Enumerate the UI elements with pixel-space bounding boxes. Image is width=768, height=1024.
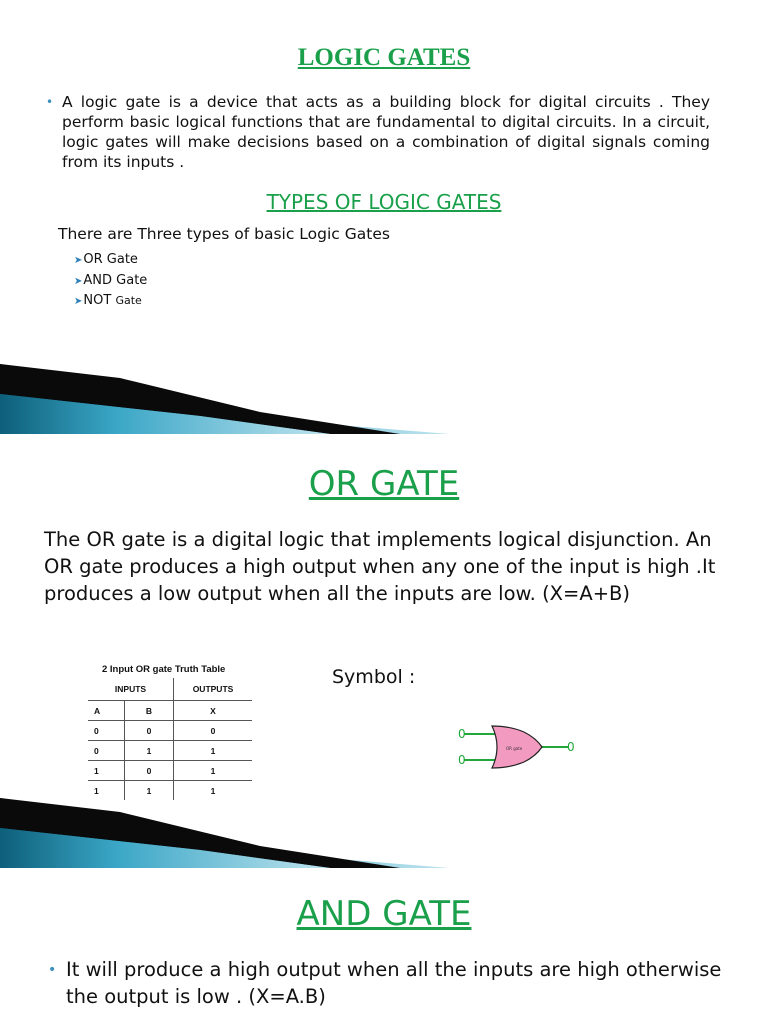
inputs-header: INPUTS <box>88 678 174 701</box>
list-item <box>74 271 147 292</box>
table-cell: 1 <box>88 761 125 781</box>
table-cell: 1 <box>125 741 174 761</box>
decorative-ribbon <box>0 354 768 434</box>
arrow-bullet-icon: ➤ <box>74 275 83 287</box>
bullet-dot-icon: • <box>48 962 57 978</box>
and-bullet <box>48 956 746 1010</box>
slide-title: LOGIC GATES <box>297 44 471 71</box>
and-bullet-text: It will produce a high output when all the inputs are high otherwise the output is low . (X=A.B) <box>66 958 722 1008</box>
list-item <box>74 291 147 312</box>
gate-input-b: 0 <box>458 753 466 767</box>
or-description: The OR gate is a digital logic that implements logical disjunction. An OR gate produces a high output when any one of the input is high .It produces a low output when all the inputs are low. (X=A+B) <box>44 528 716 605</box>
slide-and-gate <box>0 868 768 1024</box>
symbol-label: Symbol : <box>332 666 416 688</box>
table-cell: 0 <box>88 741 125 761</box>
table-cell: 0 <box>174 721 253 741</box>
table-cell: 1 <box>174 781 253 801</box>
table-cell: 1 <box>125 781 174 801</box>
table-header-row <box>88 678 252 701</box>
arrow-bullet-icon: ➤ <box>74 255 83 266</box>
slide-logic-gates <box>0 0 768 434</box>
column-header: X <box>174 701 253 721</box>
type-label-suffix: Gate <box>115 294 142 307</box>
table-row <box>88 701 252 721</box>
intro-bullet-text: A logic gate is a device that acts as a building block for digital circuits . They perform basic logical functions that are fundamental to digital circuits. In a circuit, logic gates will make decisions based on a combination of digital signals coming from its inputs . <box>62 93 710 171</box>
or-gate-symbol-icon <box>452 724 578 776</box>
gate-input-a: 0 <box>458 727 466 741</box>
type-label: NOT <box>83 293 112 308</box>
arrow-bullet-icon: ➤ <box>74 296 83 307</box>
type-label: AND Gate <box>83 272 148 288</box>
slide-title: AND GATE <box>296 894 472 934</box>
table-row <box>88 761 252 781</box>
gate-label: OR gate <box>506 746 523 751</box>
table-cell: 0 <box>125 761 174 781</box>
table-row <box>88 741 252 761</box>
truth-table <box>88 678 252 800</box>
bullet-dot-icon: • <box>46 95 54 109</box>
table-cell: 0 <box>88 721 125 741</box>
table-row <box>88 721 252 741</box>
gate-output: 0 <box>567 740 575 754</box>
column-header: A <box>88 701 125 721</box>
column-header: B <box>125 701 174 721</box>
decorative-ribbon <box>0 788 768 868</box>
list-item <box>74 250 147 271</box>
table-cell: 1 <box>174 741 253 761</box>
outputs-header: OUTPUTS <box>174 678 253 701</box>
table-cell: 1 <box>94 785 99 796</box>
slide-or-gate <box>0 434 768 868</box>
table-cell: 1 <box>174 761 253 781</box>
truth-table-title: 2 Input OR gate Truth Table <box>102 664 226 675</box>
table-cell: 0 <box>125 721 174 741</box>
types-list <box>74 250 147 312</box>
slide-title: OR GATE <box>308 464 460 504</box>
types-intro: There are Three types of basic Logic Gates <box>58 225 390 243</box>
type-label: OR Gate <box>83 252 138 267</box>
intro-bullet <box>46 92 710 172</box>
types-subtitle: TYPES OF LOGIC GATES <box>266 190 502 214</box>
